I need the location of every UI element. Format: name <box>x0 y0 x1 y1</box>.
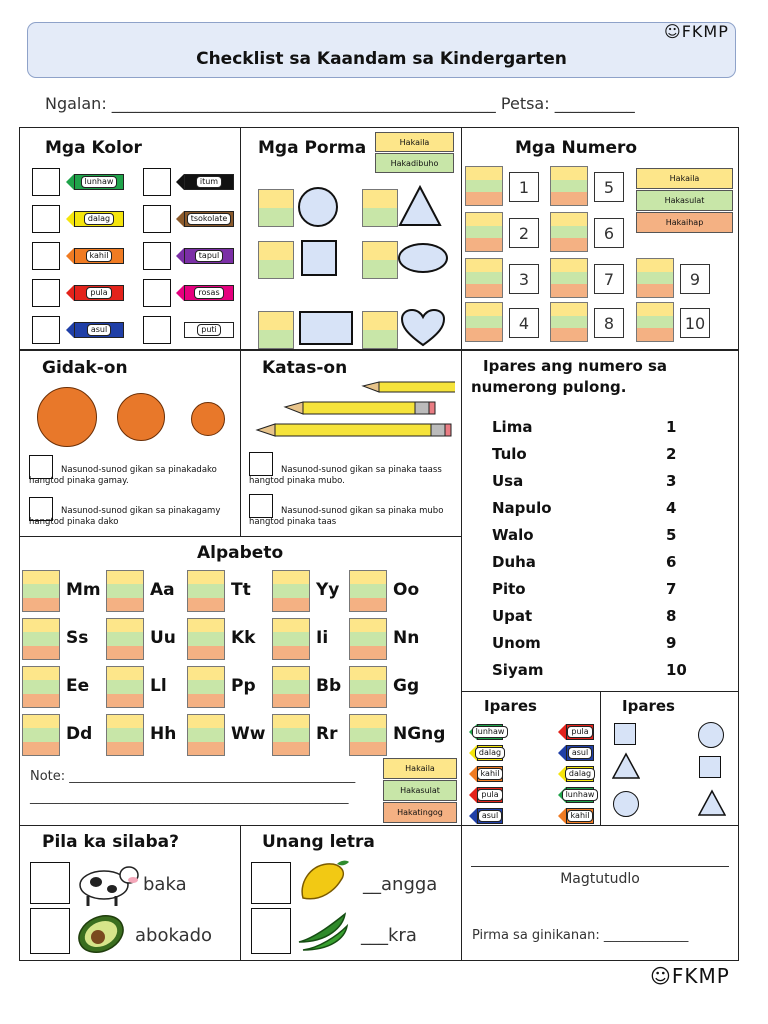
crayon-label: puti <box>197 324 221 336</box>
square-shape <box>699 756 721 778</box>
letter-Gg: Gg <box>393 676 420 696</box>
number-box-6: 6 <box>594 218 624 248</box>
word-kra: ___kra <box>361 925 417 946</box>
check-boxes[interactable] <box>550 212 588 252</box>
check-boxes[interactable] <box>465 212 503 252</box>
word-baka: baka <box>143 874 187 895</box>
color-checkbox[interactable] <box>143 168 171 196</box>
crayon-tsokolate <box>176 211 234 227</box>
check-boxes[interactable] <box>550 302 588 342</box>
syllable-box-1[interactable] <box>30 862 70 904</box>
syllable-box-2[interactable] <box>30 908 70 954</box>
match-word: Walo <box>492 526 534 544</box>
crayon-pula <box>66 285 124 301</box>
letter-Ee: Ee <box>66 676 90 696</box>
check-boxes[interactable] <box>272 714 310 756</box>
rectangle-shape <box>299 311 353 345</box>
legend-sulat: Hakasulat <box>383 780 457 801</box>
crayon-label: dalag <box>475 747 505 759</box>
check-boxes[interactable] <box>187 714 225 756</box>
crayon-label: asul <box>568 747 592 759</box>
crayon-label: dalag <box>84 213 114 225</box>
shape-check[interactable] <box>258 189 294 227</box>
heart-shape <box>400 308 446 348</box>
match-number: 5 <box>666 526 677 544</box>
check-boxes[interactable] <box>272 666 310 708</box>
height-title: Katas-on <box>262 358 348 378</box>
check-boxes[interactable] <box>349 570 387 612</box>
letter-Ll: Ll <box>150 676 167 696</box>
square-shape <box>301 240 337 276</box>
cow-image <box>76 858 140 908</box>
crayon-pula <box>469 787 503 803</box>
color-checkbox[interactable] <box>143 242 171 270</box>
match-word: Unom <box>492 634 541 652</box>
letter-Oo: Oo <box>393 580 420 600</box>
crayon-label: kahil <box>567 810 594 822</box>
ball-small <box>191 402 225 436</box>
crayon-dalag <box>558 766 594 782</box>
match-number: 1 <box>666 418 677 436</box>
match-word: Lima <box>492 418 533 436</box>
color-checkbox[interactable] <box>32 205 60 233</box>
check-boxes[interactable] <box>22 570 60 612</box>
ball-medium <box>117 393 165 441</box>
page-title: Checklist sa Kaandam sa Kindergarten <box>196 49 567 69</box>
match-word: Upat <box>492 607 533 625</box>
avocado-image <box>76 910 128 954</box>
crayon-tapul <box>176 248 234 264</box>
letter-Tt: Tt <box>231 580 251 600</box>
check-boxes[interactable] <box>106 714 144 756</box>
check-boxes[interactable] <box>465 166 503 206</box>
color-checkbox[interactable] <box>32 279 60 307</box>
size-option-1: Nasunod-sunod gikan sa pinakadako hangtod pinaka gamay. <box>29 465 217 486</box>
size-option-2: Nasunod-sunod gikan sa pinakagamy hangtod pinaka dako <box>29 506 221 527</box>
letter-Uu: Uu <box>150 628 176 648</box>
color-checkbox[interactable] <box>143 279 171 307</box>
match-word: Usa <box>492 472 524 490</box>
crayon-asul <box>66 322 124 338</box>
crayon-label: pula <box>567 726 592 738</box>
crayon-kahil <box>66 248 124 264</box>
ball-large <box>37 387 97 447</box>
number-box-8: 8 <box>594 308 624 338</box>
crayon-label: kahil <box>86 250 113 262</box>
match-title-2: numerong pulong. <box>471 378 627 396</box>
crayon-dalag <box>469 745 503 761</box>
match-word: Napulo <box>492 499 552 517</box>
pencils-image <box>255 380 455 446</box>
crayon-asul <box>469 808 503 824</box>
crayon-label: pula <box>477 789 502 801</box>
check-boxes[interactable] <box>187 570 225 612</box>
letter-Yy: Yy <box>316 580 340 600</box>
crayon-pula <box>558 724 594 740</box>
shape-check[interactable] <box>258 241 294 279</box>
color-checkbox[interactable] <box>32 242 60 270</box>
crayon-label: tapul <box>195 250 223 262</box>
number-box-4: 4 <box>509 308 539 338</box>
check-boxes[interactable] <box>550 166 588 206</box>
crayon-label: itum <box>196 176 222 188</box>
match-number: 8 <box>666 607 677 625</box>
match-number: 10 <box>666 661 687 679</box>
parent-sign[interactable]: Pirma sa ginikanan: _____________ <box>472 928 689 943</box>
crayon-label: lunhaw <box>562 789 599 801</box>
crayon-label: rosas <box>194 287 223 299</box>
crayon-label: asul <box>478 810 502 822</box>
height-option-2: Nasunod-sunod gikan sa pinaka mubo hangtod pinaka taas <box>249 506 444 527</box>
letter-box-2[interactable] <box>251 908 291 954</box>
check-boxes[interactable] <box>272 570 310 612</box>
match-number: 2 <box>666 445 677 463</box>
color-checkbox[interactable] <box>32 316 60 344</box>
note-line: _________________________________________________ <box>30 790 349 805</box>
match-word: Duha <box>492 553 536 571</box>
check-boxes[interactable] <box>550 258 588 298</box>
shapes-title: Mga Porma <box>258 138 367 158</box>
match-title-1: Ipares ang numero sa <box>483 357 668 375</box>
color-checkbox[interactable] <box>143 316 171 344</box>
legend-sulat: Hakasulat <box>636 190 733 211</box>
oval-shape <box>398 243 448 273</box>
shape-check[interactable] <box>362 311 398 349</box>
crayon-kahil <box>558 808 594 824</box>
crayon-lunhaw <box>66 174 124 190</box>
check-boxes[interactable] <box>22 714 60 756</box>
crayon-lunhaw <box>558 787 594 803</box>
check-boxes[interactable] <box>106 618 144 660</box>
crayon-label: asul <box>87 324 111 336</box>
letter-Ii: Ii <box>316 628 329 648</box>
number-box-3: 3 <box>509 264 539 294</box>
triangle-shape <box>398 184 442 228</box>
color-checkbox[interactable] <box>32 168 60 196</box>
match-number: 9 <box>666 634 677 652</box>
check-boxes[interactable] <box>636 258 674 298</box>
word-abokado: abokado <box>135 925 213 946</box>
note-label: Note: ____________________________________________ <box>30 769 356 784</box>
check-boxes[interactable] <box>187 666 225 708</box>
check-boxes[interactable] <box>272 618 310 660</box>
letter-Aa: Aa <box>150 580 175 600</box>
number-box-9: 9 <box>680 264 710 294</box>
check-boxes[interactable] <box>349 714 387 756</box>
letter-Bb: Bb <box>316 676 342 696</box>
check-boxes[interactable] <box>636 302 674 342</box>
syllable-title: Pila ka silaba? <box>42 832 179 852</box>
logo-bottom: ☺FKMP <box>650 964 730 988</box>
crayon-label: kahil <box>477 768 504 780</box>
number-box-10: 10 <box>680 308 710 338</box>
crayon-dalag <box>66 211 124 227</box>
letter-NGng: NGng <box>393 724 446 744</box>
okra-image <box>295 908 351 952</box>
match-number: 3 <box>666 472 677 490</box>
name-date-line: Ngalan: ________________________________________________ Petsa: __________ <box>45 94 635 113</box>
crayon-asul <box>558 745 594 761</box>
check-boxes[interactable] <box>22 618 60 660</box>
check-boxes[interactable] <box>349 618 387 660</box>
first-letter-title: Unang letra <box>262 832 375 852</box>
check-boxes[interactable] <box>465 302 503 342</box>
ipares-title-2: Ipares <box>622 697 675 715</box>
crayon-kahil <box>469 766 503 782</box>
triangle-shape <box>612 752 640 780</box>
legend-dibuho: Hakadibuho <box>375 153 454 173</box>
alphabet-title: Alpabeto <box>197 543 284 563</box>
check-boxes[interactable] <box>349 666 387 708</box>
match-word: Pito <box>492 580 526 598</box>
letter-Pp: Pp <box>231 676 256 696</box>
number-box-7: 7 <box>594 264 624 294</box>
logo-top: ☺FKMP <box>664 22 729 41</box>
mango-image <box>297 858 351 906</box>
letter-box-1[interactable] <box>251 862 291 904</box>
teacher-label: Magtutudlo <box>560 871 640 887</box>
crayon-lunhaw <box>469 724 503 740</box>
crayon-itum <box>176 174 234 190</box>
check-boxes[interactable] <box>106 570 144 612</box>
size-title: Gidak-on <box>42 358 128 378</box>
shape-check[interactable] <box>362 241 398 279</box>
crayon-rosas <box>176 285 234 301</box>
height-option-1: Nasunod-sunod gikan sa pinaka taass hangtod pinaka mubo. <box>249 465 442 486</box>
letter-Nn: Nn <box>393 628 420 648</box>
crayon-label: tsokolate <box>187 213 232 225</box>
letter-Kk: Kk <box>231 628 256 648</box>
letter-Mm: Mm <box>66 580 101 600</box>
crayon-label: lunhaw <box>472 726 509 738</box>
match-word: Siyam <box>492 661 544 679</box>
match-word: Tulo <box>492 445 527 463</box>
number-box-5: 5 <box>594 172 624 202</box>
check-boxes[interactable] <box>22 666 60 708</box>
shape-check[interactable] <box>362 189 398 227</box>
circle-shape <box>698 722 724 748</box>
word-angga: __angga <box>363 874 438 895</box>
check-boxes[interactable] <box>465 258 503 298</box>
teacher-sign-line <box>471 866 729 867</box>
legend-kaila: Hakaila <box>636 168 733 189</box>
match-number: 4 <box>666 499 677 517</box>
crayon-label: pula <box>86 287 111 299</box>
match-number: 6 <box>666 553 677 571</box>
circle-shape <box>298 187 338 227</box>
circle-shape <box>613 791 639 817</box>
letter-Hh: Hh <box>150 724 177 744</box>
crayon-label: lunhaw <box>81 176 118 188</box>
ipares-title-1: Ipares <box>484 697 537 715</box>
letter-Rr: Rr <box>316 724 338 744</box>
legend-tingog: Hakatingog <box>383 802 457 823</box>
letter-Ww: Ww <box>231 724 266 744</box>
letter-Dd: Dd <box>66 724 93 744</box>
number-box-2: 2 <box>509 218 539 248</box>
number-box-1: 1 <box>509 172 539 202</box>
legend-ihap: Hakaihap <box>636 212 733 233</box>
check-boxes[interactable] <box>106 666 144 708</box>
shape-check[interactable] <box>258 311 294 349</box>
crayon-label: dalag <box>565 768 595 780</box>
numbers-title: Mga Numero <box>515 138 638 158</box>
legend-kaila: Hakaila <box>383 758 457 779</box>
square-shape <box>614 723 636 745</box>
match-number: 7 <box>666 580 677 598</box>
check-boxes[interactable] <box>187 618 225 660</box>
crayon-puti <box>176 322 234 338</box>
colors-title: Mga Kolor <box>45 138 142 158</box>
legend-kaila: Hakaila <box>375 132 454 152</box>
color-checkbox[interactable] <box>143 205 171 233</box>
triangle-shape <box>698 789 726 817</box>
letter-Ss: Ss <box>66 628 89 648</box>
